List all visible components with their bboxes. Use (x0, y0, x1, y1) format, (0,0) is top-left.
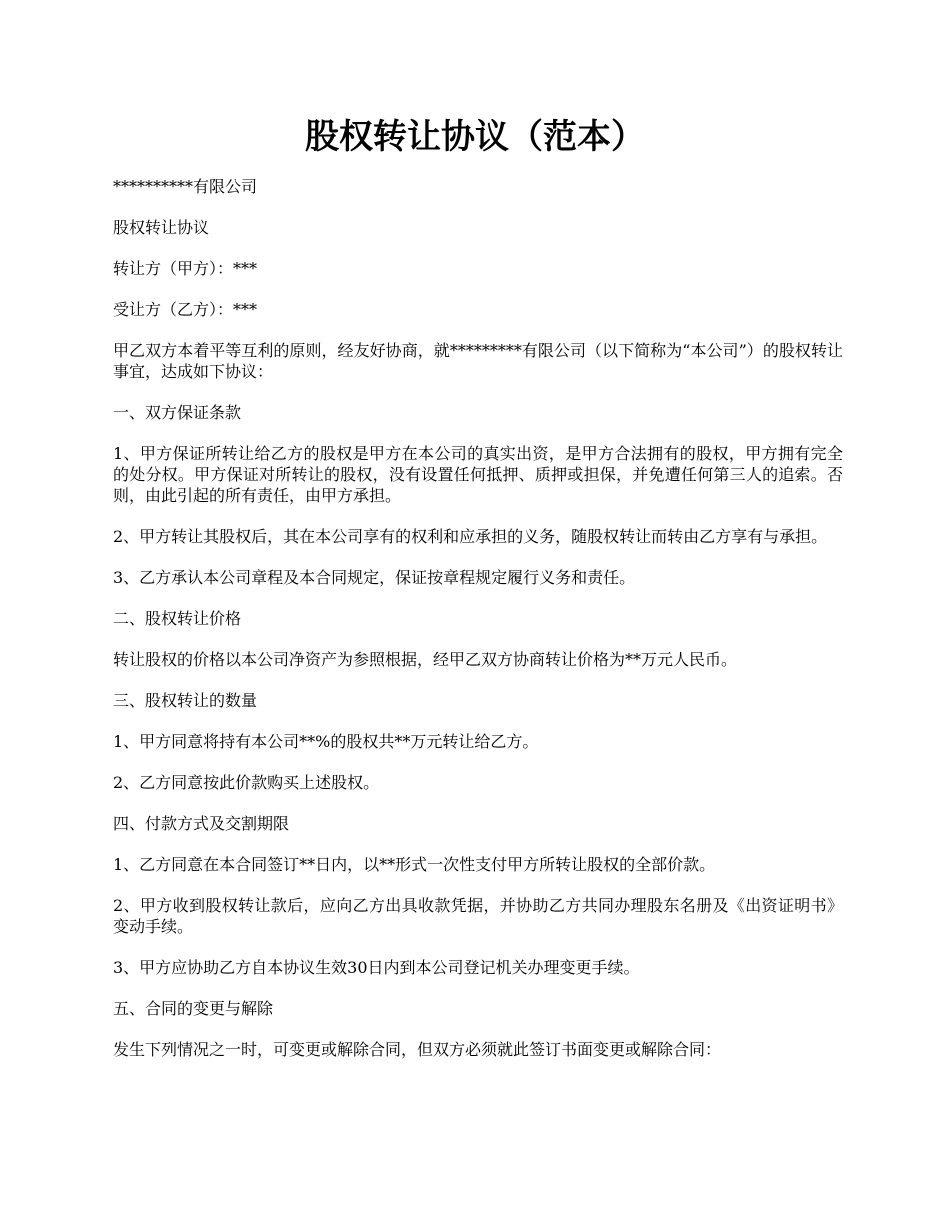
clause-1-2: 2、甲方转让其股权后，其在本公司享有的权利和应承担的义务，随股权转让而转由乙方享有与承担。 (113, 527, 828, 546)
company-name-line: **********有限公司 (113, 177, 258, 196)
section-heading-3: 三、股权转让的数量 (113, 691, 258, 710)
section-heading-2: 二、股权转让价格 (113, 609, 242, 628)
clause-3-2: 2、乙方同意按此价款购买上述股权。 (113, 773, 380, 792)
clause-2-price: 转让股权的价格以本公司净资产为参照根据，经甲乙双方协商转让价格为**万元人民币。 (113, 650, 738, 669)
section-heading-1: 一、双方保证条款 (113, 403, 242, 422)
transferor-line: 转让方（甲方）：*** (113, 259, 258, 278)
section-heading-5: 五、合同的变更与解除 (113, 999, 274, 1018)
clause-4-1: 1、乙方同意在本合同签订**日内，以**形式一次性支付甲方所转让股权的全部价款。 (113, 855, 716, 874)
clause-1-3: 3、乙方承认本公司章程及本合同规定，保证按章程规定履行义务和责任。 (113, 568, 636, 587)
clause-5-intro: 发生下列情况之一时，可变更或解除合同，但双方必须就此签订书面变更或解除合同： (113, 1040, 722, 1059)
preamble-paragraph: 甲乙双方本着平等互利的原则，经友好协商，就*********有限公司（以下简称为“本公司”）的股权转让事宜，达成如下协议： (113, 341, 843, 381)
agreement-subtitle: 股权转让协议 (113, 218, 210, 237)
transferee-line: 受让方（乙方）：*** (113, 300, 258, 319)
clause-3-1: 1、甲方同意将持有本公司**%的股权共**万元转让给乙方。 (113, 732, 539, 751)
clause-1-1: 1、甲方保证所转让给乙方的股权是甲方在本公司的真实出资，是甲方合法拥有的股权，甲方拥有完全的处分权。甲方保证对所转让的股权，没有设置任何抵押、质押或担保，并免遭任何第三人的追索。否则，由此引起的所有责任，由甲方承担。 (113, 444, 843, 505)
section-heading-4: 四、付款方式及交割期限 (113, 814, 290, 833)
clause-4-2: 2、甲方收到股权转让款后，应向乙方出具收款凭据，并协助乙方共同办理股东名册及《出资证明书》变动手续。 (113, 896, 843, 936)
document-body (113, 176, 843, 1080)
document-title: 股权转让协议（范本） (305, 117, 645, 157)
clause-4-3: 3、甲方应协助乙方自本协议生效30日内到本公司登记机关办理变更手续。 (113, 958, 640, 977)
